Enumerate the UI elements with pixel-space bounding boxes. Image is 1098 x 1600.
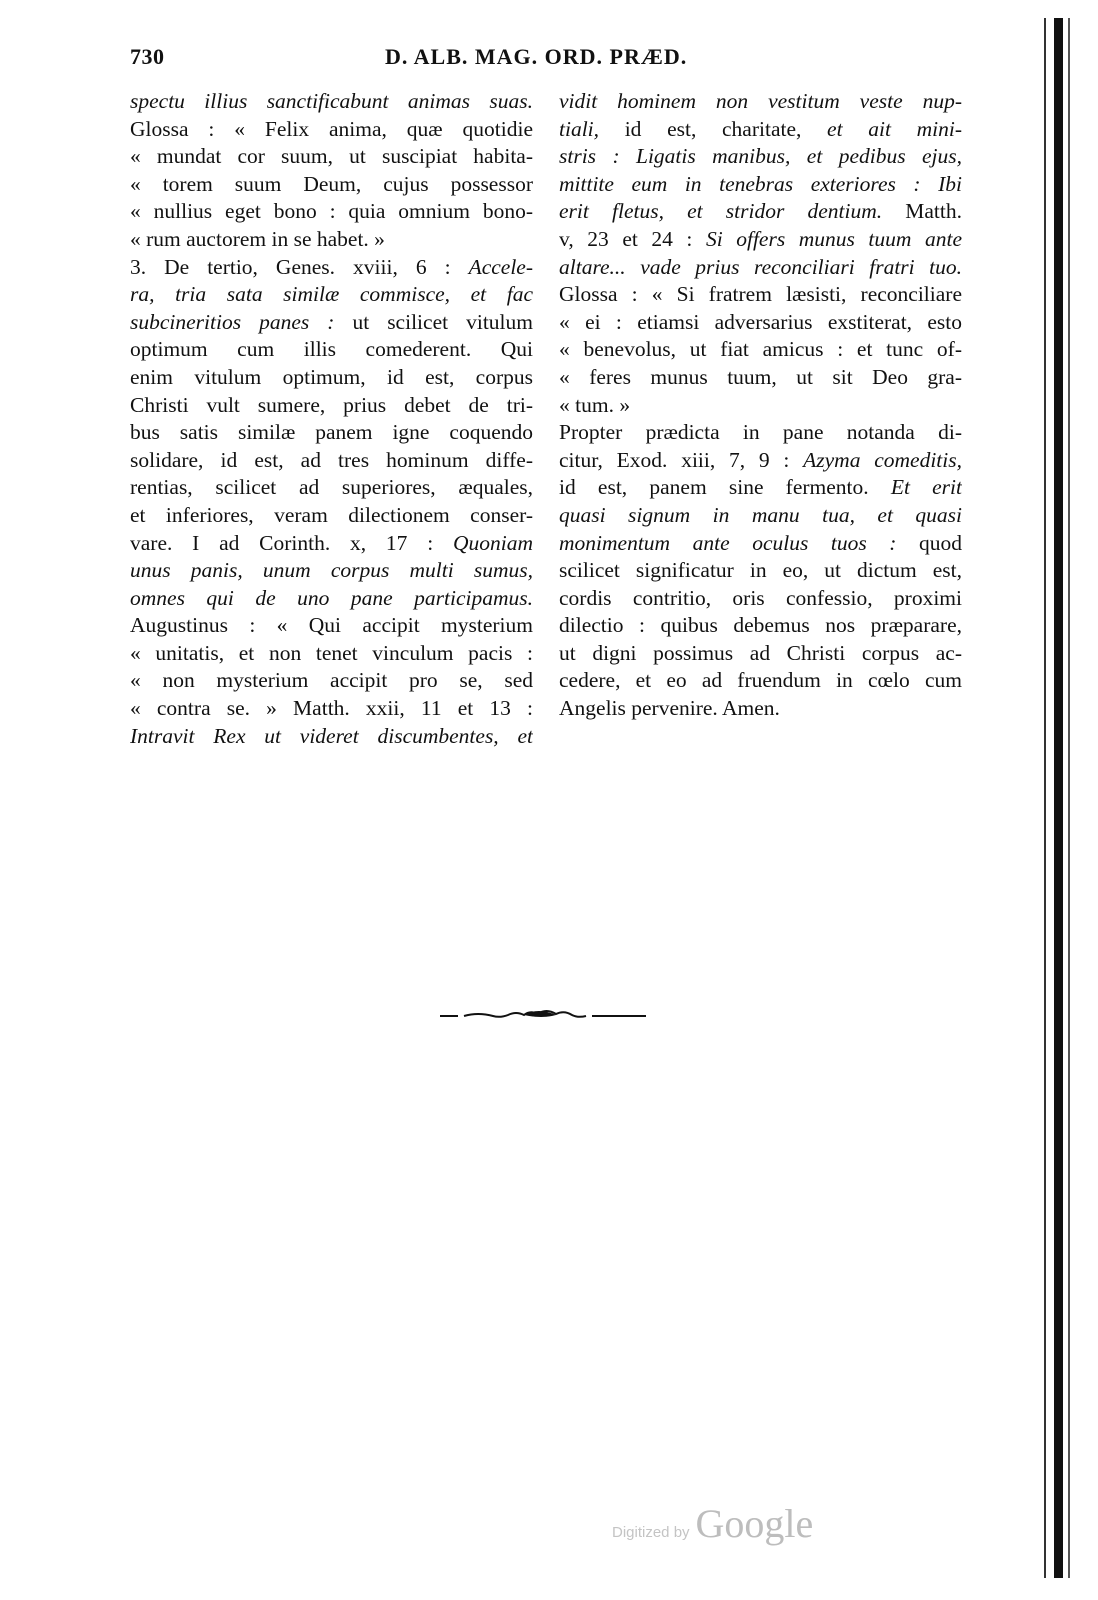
italic-text-run: spectu illius sanctificabunt animas suas. bbox=[130, 89, 533, 113]
page-edge-bar bbox=[1054, 18, 1063, 1578]
text-run: « nullius eget bono : quia omnium bono- bbox=[130, 199, 533, 224]
text-line bbox=[559, 530, 962, 558]
text-line bbox=[130, 502, 533, 530]
text-run: Augustinus : « Qui accipit mysterium bbox=[130, 613, 533, 638]
end-ornament bbox=[438, 1004, 648, 1026]
text-run: Christi vult sumere, prius debet de tri- bbox=[130, 392, 533, 417]
text-line bbox=[130, 143, 533, 171]
text-line bbox=[559, 143, 962, 171]
text-line bbox=[559, 585, 962, 613]
italic-text-run: subcineritios panes : bbox=[130, 309, 353, 334]
text-line bbox=[559, 612, 962, 640]
text-line bbox=[130, 116, 533, 144]
text-line bbox=[130, 254, 533, 282]
italic-text-run: Et erit bbox=[890, 475, 962, 500]
text-run: « non mysterium accipit pro se, sed bbox=[130, 668, 533, 693]
text-run: bus satis similæ panem igne coquendo bbox=[130, 420, 533, 445]
text-run: cedere, et eo ad fruendum in cœlo cum bbox=[559, 668, 962, 693]
text-line bbox=[130, 474, 533, 502]
text-run: « mundat cor suum, ut suscipiat habita- bbox=[130, 144, 533, 169]
italic-text-run: altare... vade prius reconciliari fratri tuo. bbox=[559, 254, 962, 279]
text-run: « feres munus tuum, ut sit Deo gra- bbox=[559, 364, 962, 389]
italic-text-run: monimentum ante oculus tuos : bbox=[559, 530, 919, 555]
text-run: « rum auctorem in se habet. » bbox=[130, 226, 385, 251]
italic-text-run: Intravit Rex ut videret discumbentes, et bbox=[130, 723, 533, 748]
google-logo-text: Google bbox=[695, 1501, 814, 1546]
text-run: Angelis pervenire. Amen. bbox=[559, 696, 780, 721]
text-run: « tum. » bbox=[559, 392, 631, 417]
text-run: cordis contritio, oris confessio, proximi bbox=[559, 585, 962, 610]
text-line bbox=[559, 198, 962, 226]
text-run: et inferiores, veram dilectionem conser- bbox=[130, 502, 533, 527]
text-line bbox=[559, 281, 962, 309]
text-line bbox=[130, 723, 533, 751]
text-run: « contra se. » Matth. xxii, 11 et 13 : bbox=[130, 696, 533, 721]
page-header bbox=[130, 44, 962, 78]
text-line bbox=[559, 171, 962, 199]
right-text-column bbox=[559, 88, 962, 723]
italic-text-run: mittite eum in tenebras exteriores : Ibi bbox=[559, 171, 962, 196]
text-line bbox=[559, 392, 962, 420]
text-run: Matth. bbox=[905, 199, 962, 224]
text-line bbox=[130, 88, 533, 116]
text-line bbox=[559, 309, 962, 337]
text-line bbox=[130, 309, 533, 337]
text-line bbox=[130, 198, 533, 226]
italic-text-run: et ait mini- bbox=[827, 116, 962, 141]
italic-text-run: erit fletus, et stridor dentium. bbox=[559, 199, 906, 224]
text-run: « torem suum Deum, cujus possessor bbox=[130, 171, 533, 196]
italic-text-run: Azyma comeditis, bbox=[803, 447, 962, 472]
text-line bbox=[559, 667, 962, 695]
text-run: solidare, id est, ad tres hominum diffe- bbox=[130, 447, 533, 472]
text-run: enim vitulum optimum, id est, corpus bbox=[130, 364, 533, 389]
text-line bbox=[559, 336, 962, 364]
page-edge-line-outer bbox=[1068, 18, 1070, 1578]
text-run: ut scilicet vitulum bbox=[352, 309, 533, 334]
text-line bbox=[130, 281, 533, 309]
italic-text-run: ra, tria sata similæ commisce, et fac bbox=[130, 282, 533, 307]
digitized-by-google-watermark bbox=[612, 1500, 813, 1550]
text-run: optimum cum illis comederent. Qui bbox=[130, 337, 533, 362]
text-run: « benevolus, ut fiat amicus : et tunc of- bbox=[559, 337, 962, 362]
text-line bbox=[130, 612, 533, 640]
text-run: vare. I ad Corinth. x, 17 : bbox=[130, 530, 453, 555]
page-number: 730 bbox=[130, 44, 165, 69]
italic-text-run: tiali, bbox=[559, 116, 625, 141]
text-line bbox=[559, 116, 962, 144]
text-run: dilectio : quibus debemus nos præparare, bbox=[559, 613, 962, 638]
text-line bbox=[130, 392, 533, 420]
text-line bbox=[130, 336, 533, 364]
text-run: « ei : etiamsi adversarius exstiterat, esto bbox=[559, 309, 962, 334]
text-line bbox=[559, 88, 962, 116]
text-run: id est, panem sine fermento. bbox=[559, 475, 891, 500]
text-line bbox=[130, 530, 533, 558]
text-line bbox=[559, 226, 962, 254]
text-line bbox=[559, 254, 962, 282]
italic-text-run: stris : Ligatis manibus, et pedibus ejus, bbox=[559, 144, 962, 169]
text-run: Propter prædicta in pane notanda di- bbox=[559, 420, 962, 445]
text-line bbox=[559, 695, 962, 723]
text-run: scilicet significatur in eo, ut dictum est, bbox=[559, 558, 962, 583]
text-line bbox=[559, 502, 962, 530]
text-line bbox=[130, 585, 533, 613]
left-text-column bbox=[130, 88, 533, 750]
text-line bbox=[559, 640, 962, 668]
page-edge-line bbox=[1044, 18, 1046, 1578]
italic-text-run: vidit hominem non vestitum veste nup- bbox=[559, 89, 962, 113]
text-run: ut digni possimus ad Christi corpus ac- bbox=[559, 640, 962, 665]
italic-text-run: unus panis, unum corpus multi sumus, bbox=[130, 558, 533, 583]
text-run: rentias, scilicet ad superiores, æquales, bbox=[130, 475, 533, 500]
text-line bbox=[130, 640, 533, 668]
italic-text-run: Quoniam bbox=[452, 530, 533, 555]
text-run: id est, charitate, bbox=[624, 116, 828, 141]
text-line bbox=[559, 447, 962, 475]
text-run: citur, Exod. xiii, 7, 9 : bbox=[559, 447, 804, 472]
italic-text-run: omnes qui de uno pane participamus. bbox=[130, 585, 533, 610]
text-run: Glossa : « Felix anima, quæ quotidie bbox=[130, 116, 533, 141]
text-line bbox=[130, 226, 533, 254]
text-line bbox=[559, 364, 962, 392]
text-line bbox=[559, 474, 962, 502]
text-run: 3. De tertio, Genes. xviii, 6 : bbox=[130, 254, 469, 279]
text-line bbox=[130, 364, 533, 392]
running-title: D. ALB. MAG. ORD. PRÆD. bbox=[385, 44, 688, 69]
text-line bbox=[130, 667, 533, 695]
text-run: Glossa : « Si fratrem læsisti, reconciliare bbox=[559, 282, 962, 307]
text-run: quod bbox=[919, 530, 962, 555]
italic-text-run: Accele- bbox=[468, 254, 533, 279]
text-line bbox=[130, 171, 533, 199]
italic-text-run: quasi signum in manu tua, et quasi bbox=[559, 502, 962, 527]
text-line bbox=[559, 557, 962, 585]
text-run: v, 23 et 24 : bbox=[559, 226, 706, 251]
text-line bbox=[130, 557, 533, 585]
text-line bbox=[559, 419, 962, 447]
italic-text-run: Si offers munus tuum ante bbox=[705, 226, 962, 251]
digitized-by-label: Digitized by bbox=[612, 1524, 690, 1541]
text-line bbox=[130, 695, 533, 723]
text-line bbox=[130, 447, 533, 475]
text-line bbox=[130, 419, 533, 447]
text-run: « unitatis, et non tenet vinculum pacis : bbox=[130, 640, 533, 665]
